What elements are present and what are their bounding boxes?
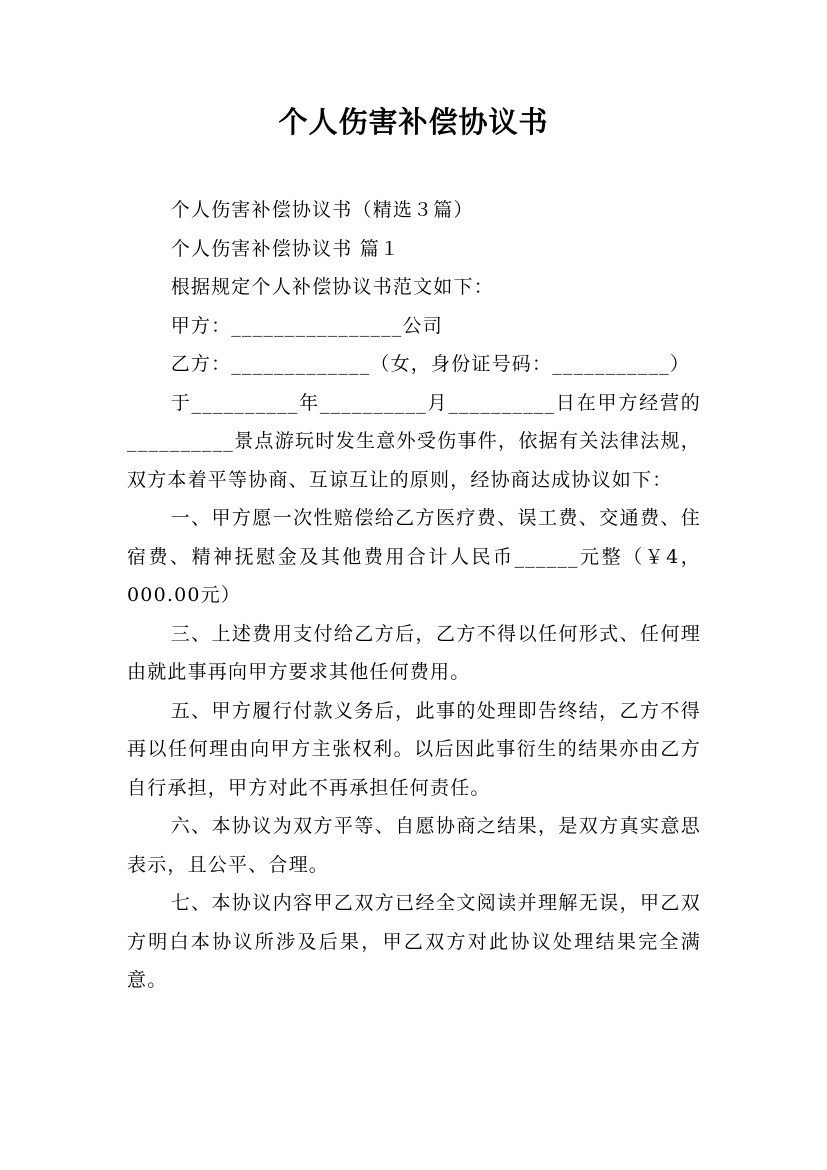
paragraph-subtitle: 个人伤害补偿协议书（精选３篇）: [170, 199, 474, 221]
paragraph-background: 于__________年__________月__________日在甲方经营的__________景点游玩时发生意外受伤事件，依据有关法律法规，双方本着平等协商、互谅互让的原则，经协商达成协议如下：: [127, 391, 701, 491]
paragraph-clause-6: 六、本协议为双方平等、自愿协商之结果，是双方真实意思表示，且公平、合理。: [127, 815, 701, 876]
paragraph-clause-7: 七、本协议内容甲乙双方已经全文阅读并理解无误，甲乙双方明白本协议所涉及后果，甲乙双方对此协议处理结果完全满意。: [127, 892, 701, 991]
document-title: 个人伤害补偿协议书: [278, 105, 549, 139]
paragraph-intro: 根据规定个人补偿协议书范文如下：: [170, 276, 494, 298]
paragraph-clause-5: 五、甲方履行付款义务后，此事的处理即告终结，乙方不得再以任何理由向甲方主张权利。以后因此事衍生的结果亦由乙方自行承担，甲方对此不再承担任何责任。: [127, 699, 701, 799]
paragraph-clause-1: 一、甲方愿一次性赔偿给乙方医疗费、误工费、交通费、住宿费、精神抚慰金及其他费用合计人民币______元整（￥4，000.00元）: [127, 507, 701, 606]
paragraph-party-a: 甲方：________________公司: [170, 314, 443, 337]
paragraph-section-heading: 个人伤害补偿协议书 篇１: [170, 237, 401, 260]
document-body: [127, 191, 701, 1000]
paragraph-clause-3: 三、上述费用支付给乙方后，乙方不得以任何形式、任何理由就此事再向甲方要求其他任何费用。: [127, 622, 701, 683]
paragraph-party-b: 乙方：_____________（女，身份证号码：___________）: [170, 353, 691, 375]
